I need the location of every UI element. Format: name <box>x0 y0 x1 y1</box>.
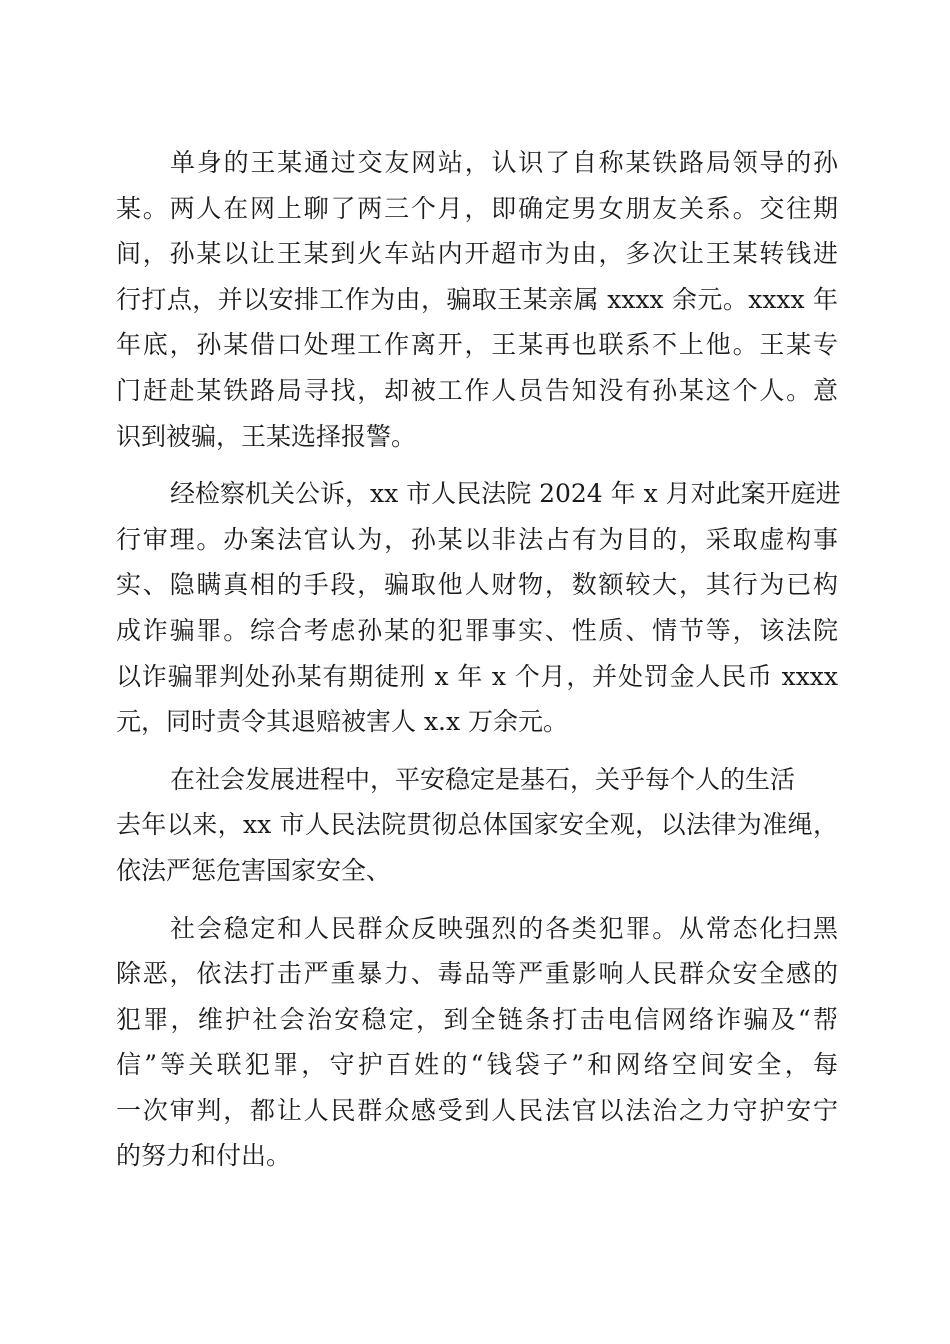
text-line: 经检察机关公诉，xx 市人民法院 2024 年 x 月对此案开庭进 <box>170 479 841 509</box>
text-line: 识到被骗，王某选择报警。 <box>116 421 417 451</box>
text-line: 门赶赴某铁路局寻找，却被工作人员告知没有孙某这个人。意 <box>116 375 838 405</box>
text-line: 信”等关联犯罪，守护百姓的“钱袋子”和网络空间安全，每 <box>116 1050 838 1080</box>
text-line: 在社会发展进程中，平安稳定是基石，关乎每个人的生活 <box>170 764 796 794</box>
text-line: 行审理。办案法官认为，孙某以非法占有为目的，采取虚构事 <box>116 524 838 554</box>
text-line: 某。两人在网上聊了两三个月，即确定男女朋友关系。交往期 <box>116 193 838 223</box>
paragraph-trial-verdict <box>116 471 841 745</box>
text-line: 去年以来，xx 市人民法院贯彻总体国家安全观，以法律为准绳， <box>116 810 838 840</box>
text-line: 年底，孙某借口处理工作离开，王某再也联系不上他。王某专 <box>116 330 838 360</box>
text-line: 元，同时责令其退赔被害人 x.x 万余元。 <box>116 707 569 737</box>
text-line: 以诈骗罪判处孙某有期徒刑 x 年 x 个月，并处罚金人民币 xxxx <box>116 661 838 691</box>
text-line: 一次审判，都让人民群众感受到人民法官以法治之力守护安宁 <box>116 1095 838 1125</box>
text-line: 行打点，并以安排工作为由，骗取王某亲属 xxxx 余元。xxxx 年 <box>116 284 838 314</box>
text-line: 的努力和付出。 <box>116 1141 292 1171</box>
text-line: 单身的王某通过交友网站，认识了自称某铁路局领导的孙 <box>170 148 838 177</box>
paragraph-crime-crackdown <box>116 906 838 1180</box>
text-line: 社会稳定和人民群众反映强烈的各类犯罪。从常态化扫黑 <box>170 913 838 943</box>
text-line: 实、隐瞒真相的手段，骗取他人财物，数额较大，其行为已构 <box>116 570 838 600</box>
paragraph-social-stability <box>116 757 838 894</box>
document-page <box>116 140 841 1179</box>
text-line: 成诈骗罪。综合考虑孙某的犯罪事实、性质、情节等，该法院 <box>116 615 838 645</box>
text-line: 除恶，依法打击严重暴力、毒品等严重影响人民群众安全感的 <box>116 959 838 989</box>
text-line: 犯罪，维护社会治安稳定，到全链条打击电信网络诈骗及“帮 <box>116 1004 838 1034</box>
text-line: 依法严惩危害国家安全、 <box>116 855 392 885</box>
text-line: 间，孙某以让王某到火车站内开超市为由，多次让王某转钱进 <box>116 239 838 269</box>
paragraph-fraud-case <box>116 140 838 459</box>
